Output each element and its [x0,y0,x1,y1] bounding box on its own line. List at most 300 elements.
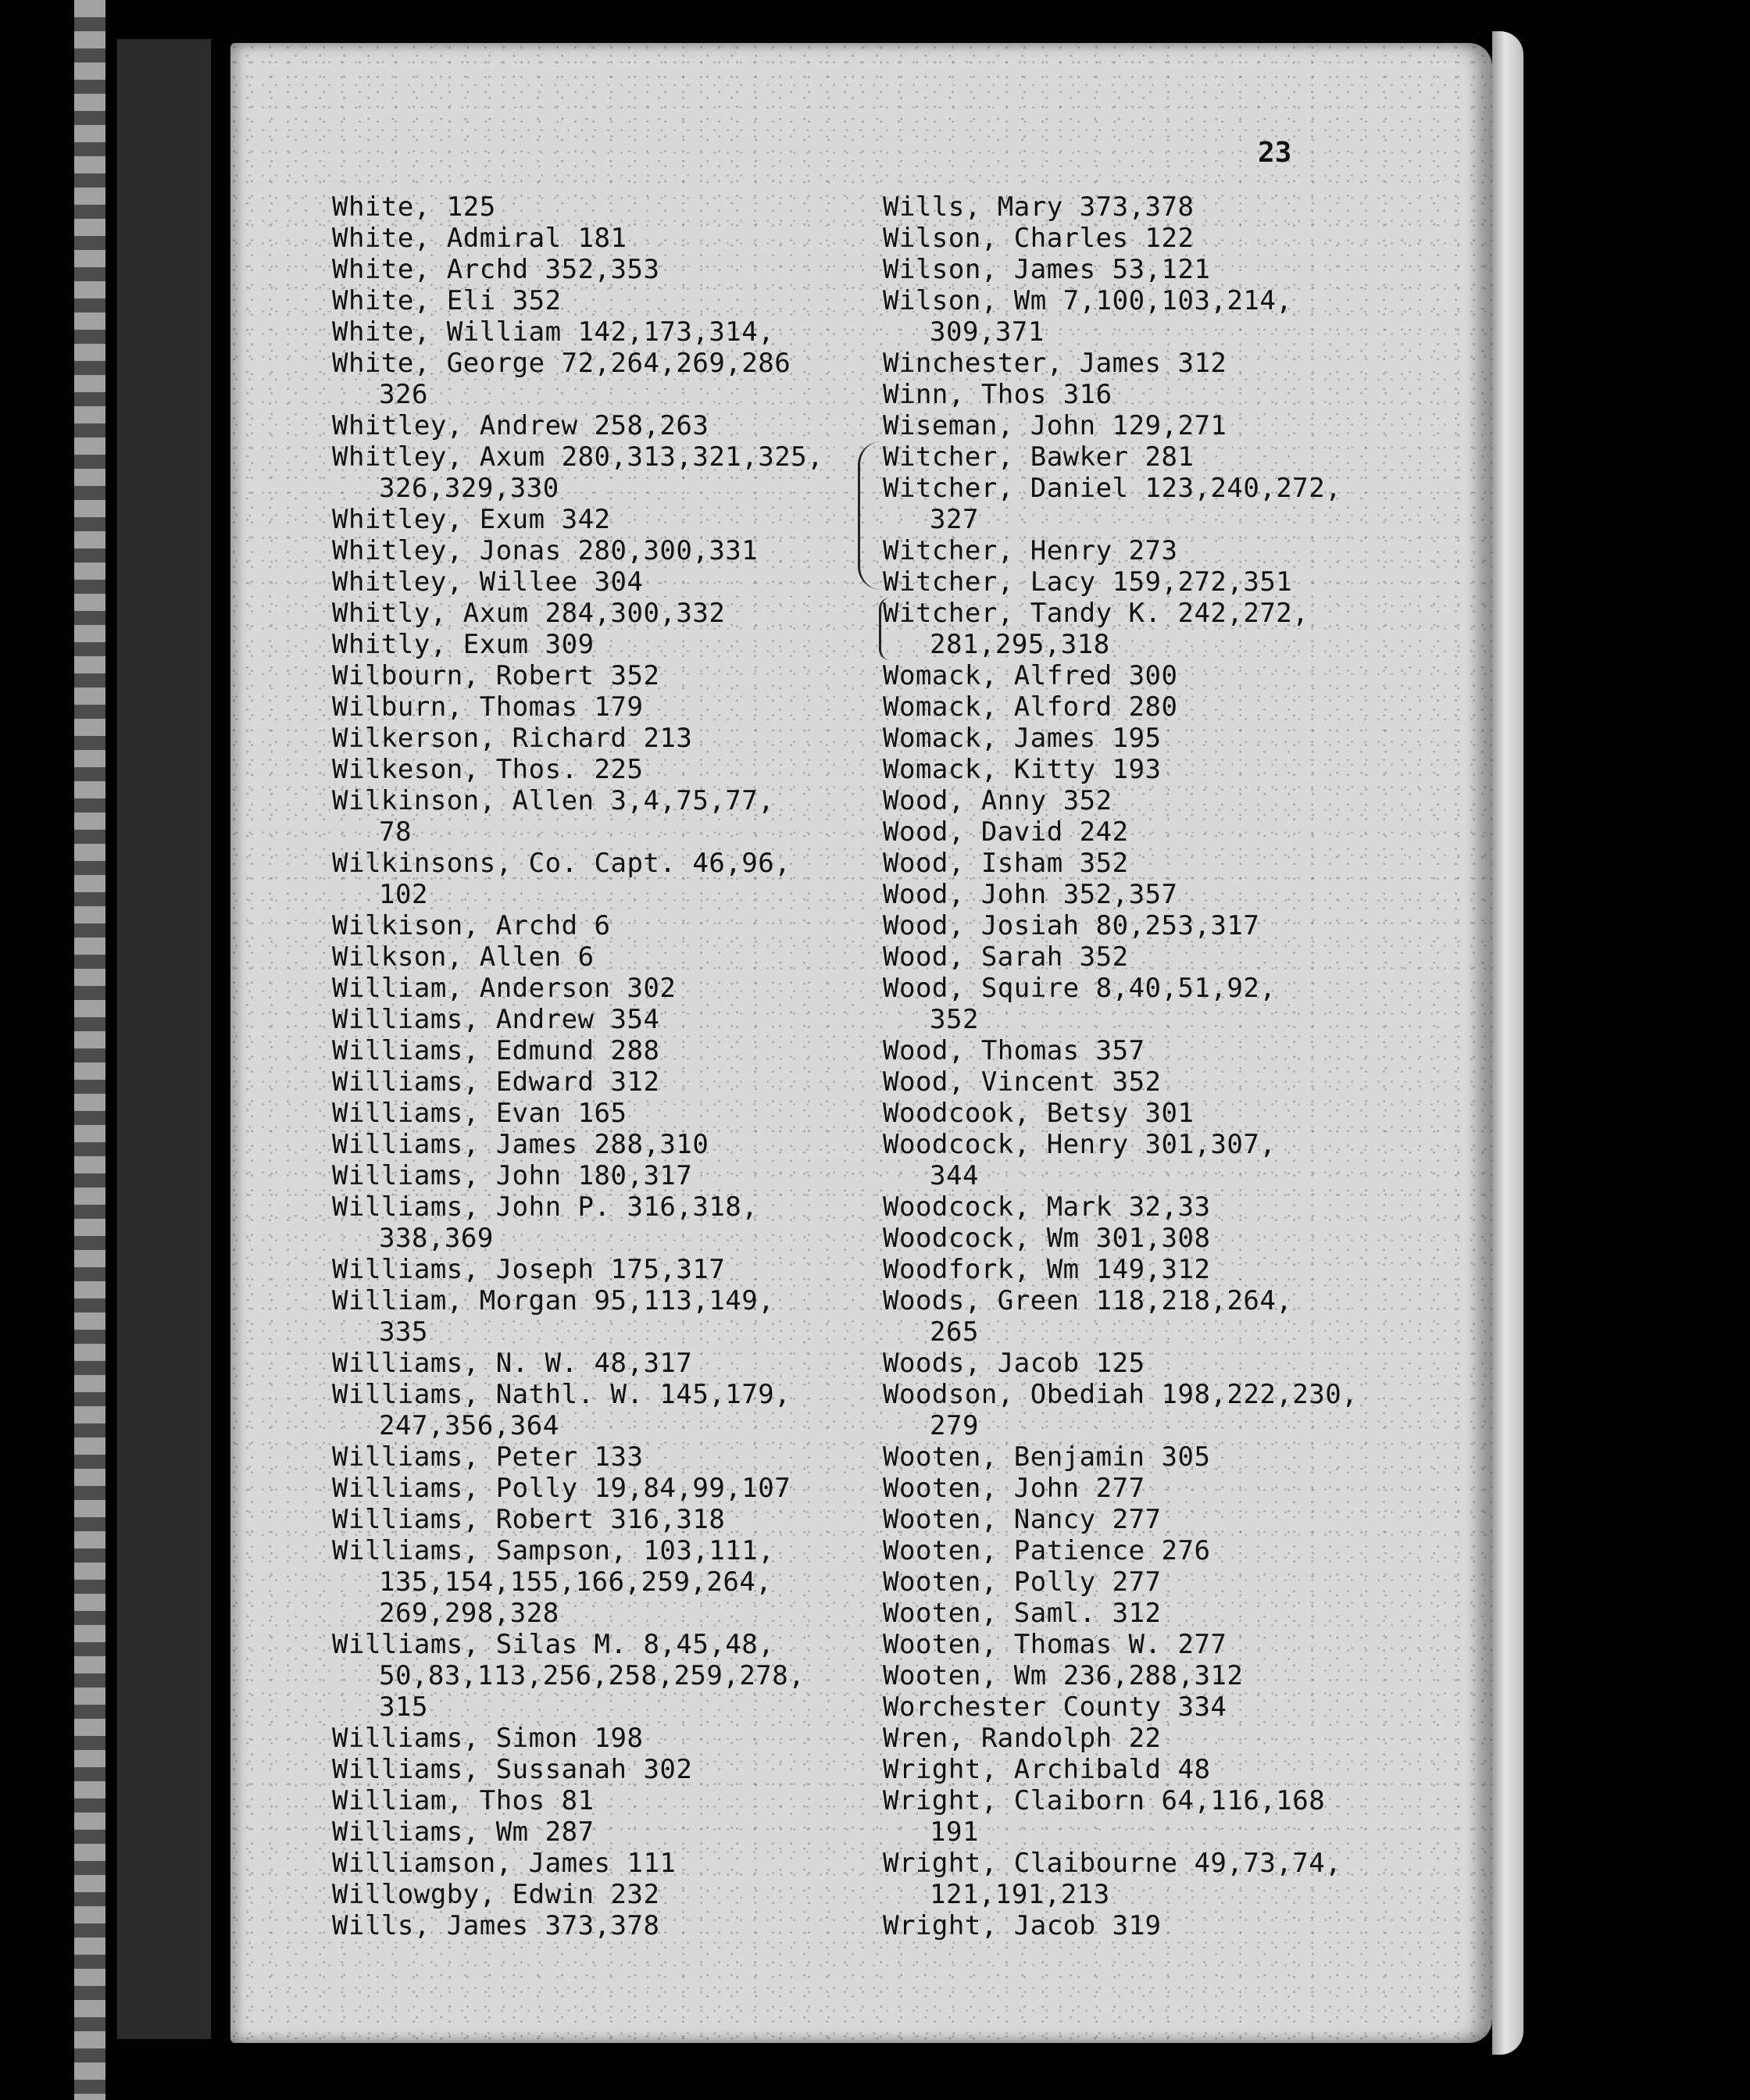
entry-name: Wood, Sarah [883,941,1063,973]
entry-page-refs: 288,310 [594,1129,709,1160]
entry-continuation: 326 [379,379,428,410]
index-entry [883,1098,1477,1129]
entry-page-refs: 300 [1128,660,1178,691]
entry-name: Winchester, James [883,348,1162,379]
entry-continuation: 265 [930,1316,979,1348]
entry-page-refs: 352 [1062,785,1112,816]
entry-name: Woodfork, Wm [883,1254,1080,1285]
index-entry [332,1848,879,1879]
entry-page-refs: 225 [594,754,644,785]
entry-name: Wilkson, Allen [332,941,562,973]
index-entry [883,348,1477,379]
entry-name: Williams, Silas M. [332,1629,627,1660]
entry-name: Wooten, Thomas W. [883,1629,1162,1660]
index-entry [883,1754,1477,1785]
entry-page-refs: 19,84,99,107 [594,1473,791,1504]
entry-name: White, Admiral [332,223,562,254]
entry-page-refs: 81 [561,1785,595,1816]
entry-name: Wills, Mary [883,191,1063,223]
index-entry [332,1473,879,1504]
entry-page-refs: 142,173,314, [577,316,775,348]
entry-page-refs: 373,378 [545,1910,660,1941]
index-entry [883,1691,1477,1723]
entry-page-refs: 213 [643,723,693,754]
entry-name: Womack, Alford [883,691,1112,723]
entry-continuation: 327 [930,504,979,535]
witcher-bracket-tail [879,598,892,660]
entry-name: Williams, Sampson, [332,1535,627,1566]
index-entry [332,441,879,504]
entry-name: Williams, Simon [332,1723,578,1754]
index-entry [332,223,879,254]
entry-name: Witcher, Lacy [883,566,1096,598]
entry-name: White, Eli [332,285,496,316]
book-spine-shadow [117,39,211,2039]
entry-name: Woods, Green [883,1285,1080,1316]
entry-page-refs: 193 [1112,754,1162,785]
entry-page-refs: 145,179, [659,1379,791,1410]
entry-name: Witcher, Henry [883,535,1112,566]
entry-page-refs: 373,378 [1079,191,1195,223]
entry-page-refs: 352,357 [1062,879,1178,910]
entry-page-refs: 125 [1095,1348,1145,1379]
entry-name: Whitly, Axum [332,598,529,629]
entry-name: Wood, Anny [883,785,1047,816]
entry-name: Wright, Claiborn [883,1785,1145,1816]
entry-name: Witcher, Bawker [883,441,1129,473]
index-entry [883,1223,1477,1254]
entry-continuation: 50,83,113,256,258,259,278, 315 [379,1660,805,1723]
entry-name: Wooten, Polly [883,1566,1096,1598]
entry-page-refs: 276 [1161,1535,1211,1566]
entry-page-refs: 258,263 [594,410,709,441]
entry-page-refs: 242,272, [1177,598,1309,629]
entry-name: Whitley, Axum [332,441,545,473]
entry-page-refs: 8,40,51,92, [1095,973,1277,1004]
index-entry [332,1160,879,1191]
entry-page-refs: 334 [1177,1691,1227,1723]
entry-page-refs: 129,271 [1112,410,1227,441]
entry-page-refs: 6 [577,941,595,973]
entry-name: Wilson, Wm [883,285,1047,316]
index-entry [332,504,879,535]
entry-name: Williams, Edward [332,1066,595,1098]
index-entry [332,754,879,785]
index-entry [332,1348,879,1379]
index-entry [332,285,879,316]
index-entry [332,1035,879,1066]
entry-continuation: 338,369 [379,1223,494,1254]
entry-page-refs: 111 [627,1848,677,1879]
entry-page-refs: 64,116,168 [1161,1785,1326,1816]
entry-page-refs: 352 [512,285,562,316]
index-entry [883,848,1477,879]
entry-page-refs: 149,312 [1095,1254,1211,1285]
entry-page-refs: 316,318 [610,1504,726,1535]
index-entry [332,191,879,223]
entry-page-refs: 125 [446,191,496,223]
entry-page-refs: 122 [1145,223,1195,254]
index-entry [883,535,1477,566]
entry-name: Willowgby, Edwin [332,1879,595,1910]
entry-name: Wilson, Charles [883,223,1129,254]
entry-page-refs: 305 [1161,1441,1211,1473]
index-entry [332,254,879,285]
entry-continuation: 352 [930,1004,979,1035]
index-entry [883,754,1477,785]
index-entry [332,1254,879,1285]
entry-name: Witcher, Tandy K. [883,598,1162,629]
entry-name: Wright, Archibald [883,1754,1162,1785]
entry-page-refs: 277 [1095,1473,1145,1504]
index-entry [332,1129,879,1160]
entry-name: Williams, Andrew [332,1004,595,1035]
entry-page-refs: 22 [1128,1723,1162,1754]
entry-page-refs: 273 [1128,535,1178,566]
entry-name: Woodson, Obediah [883,1379,1145,1410]
index-entry [883,941,1477,973]
entry-page-refs: 6 [594,910,611,941]
entry-name: Wills, James [332,1910,529,1941]
entry-name: Williams, Sussanah [332,1754,627,1785]
entry-name: Woodcook, Betsy [883,1098,1129,1129]
entry-name: Woodcock, Wm [883,1223,1080,1254]
entry-name: Wilbourn, Robert [332,660,595,691]
entry-continuation: 326,329,330 [379,473,559,504]
entry-name: Wooten, John [883,1473,1080,1504]
entry-page-refs: 175,317 [610,1254,726,1285]
entry-continuation: 344 [930,1160,979,1191]
entry-name: Womack, Kitty [883,754,1096,785]
index-entry [883,1723,1477,1754]
entry-page-refs: 284,300,332 [545,598,726,629]
entry-page-refs: 236,288,312 [1062,1660,1244,1691]
entry-page-refs: 48,317 [594,1348,693,1379]
entry-page-refs: 232 [610,1879,660,1910]
entry-page-refs: 179 [594,691,644,723]
entry-page-refs: 302 [627,973,677,1004]
entry-name: Williams, John [332,1160,562,1191]
entry-name: Wilkerson, Richard [332,723,627,754]
entry-name: Williams, Robert [332,1504,595,1535]
entry-name: Womack, James [883,723,1096,754]
index-entry [883,1191,1477,1223]
entry-page-refs: 352 [1079,848,1129,879]
book-binding [74,0,105,2100]
entry-name: Woods, Jacob [883,1348,1080,1379]
index-entry [883,410,1477,441]
entry-name: Wood, David [883,816,1063,848]
index-entry [332,566,879,598]
entry-continuation: 78 [379,816,412,848]
left-index-column [332,191,879,1941]
entry-page-refs: 319 [1112,1910,1162,1941]
entry-name: Whitley, Andrew [332,410,578,441]
index-entry [883,1348,1477,1379]
entry-name: Womack, Alfred [883,660,1112,691]
index-entry [883,1629,1477,1660]
entry-page-refs: 304 [594,566,644,598]
entry-page-refs: 280,313,321,325, [561,441,824,473]
index-entry [883,191,1477,223]
index-entry [883,1598,1477,1629]
entry-page-refs: 280 [1128,691,1178,723]
index-entry [883,973,1477,1035]
entry-name: Woodcock, Mark [883,1191,1112,1223]
index-entry [883,660,1477,691]
entry-name: William, Thos [332,1785,545,1816]
entry-name: William, Morgan [332,1285,578,1316]
index-entry [332,1441,879,1473]
entry-name: Wooten, Patience [883,1535,1145,1566]
entry-continuation: 281,295,318 [930,629,1110,660]
entry-name: Wood, Isham [883,848,1063,879]
entry-name: Wilkinsons, Co. Capt. [332,848,677,879]
entry-page-refs: 95,113,149, [594,1285,775,1316]
entry-name: Wiseman, John [883,410,1096,441]
index-entry [332,1285,879,1348]
entry-page-refs: 342 [561,504,611,535]
entry-page-refs: 195 [1112,723,1162,754]
entry-page-refs: 354 [610,1004,660,1035]
index-entry [883,879,1477,910]
index-entry [883,785,1477,816]
index-entry [332,973,879,1004]
entry-name: Williams, Joseph [332,1254,595,1285]
entry-page-refs: 302 [643,1754,693,1785]
index-entry [883,1660,1477,1691]
entry-page-refs: 32,33 [1128,1191,1211,1223]
entry-page-refs: 357 [1095,1035,1145,1066]
entry-page-refs: 277 [1112,1566,1162,1598]
entry-continuation: 135,154,155,166,259,264, 269,298,328 [379,1566,773,1629]
entry-name: Whitly, Exum [332,629,529,660]
entry-name: Wren, Randolph [883,1723,1112,1754]
entry-page-refs: 8,45,48, [643,1629,775,1660]
index-entry [883,285,1477,348]
entry-page-refs: 3,4,75,77, [610,785,775,816]
entry-page-refs: 280,300,331 [577,535,759,566]
entry-name: Williams, Evan [332,1098,562,1129]
entry-continuation: 279 [930,1410,979,1441]
entry-name: Williams, Wm [332,1816,529,1848]
index-entry [883,1285,1477,1348]
index-entry [332,1785,879,1816]
entry-page-refs: 316,318, [627,1191,759,1223]
index-entry [883,1379,1477,1441]
entry-page-refs: 165 [577,1098,627,1129]
index-entry [883,473,1477,535]
index-entry [883,566,1477,598]
index-entry [883,441,1477,473]
entry-page-refs: 80,253,317 [1095,910,1260,941]
index-entry [332,348,879,410]
index-entry [883,1910,1477,1941]
entry-name: Williams, Edmund [332,1035,595,1066]
entry-page-refs: 103,111, [643,1535,775,1566]
index-entry [883,1254,1477,1285]
entry-name: White, William [332,316,562,348]
index-entry [883,1035,1477,1066]
entry-page-refs: 281 [1145,441,1195,473]
entry-name: White, George [332,348,545,379]
entry-name: Wright, Claibourne [883,1848,1178,1879]
index-entry [332,910,879,941]
index-entry [332,1098,879,1129]
index-entry [332,1910,879,1941]
entry-page-refs: 316 [1062,379,1112,410]
entry-page-refs: 242 [1079,816,1129,848]
entry-name: Whitley, Willee [332,566,578,598]
entry-name: Wilburn, Thomas [332,691,578,723]
witcher-bracket [858,441,882,590]
entry-continuation: 247,356,364 [379,1410,559,1441]
entry-name: Woodcock, Henry [883,1129,1129,1160]
entry-continuation: 191 [930,1816,979,1848]
entry-name: Wood, Thomas [883,1035,1080,1066]
index-entry [883,1441,1477,1473]
right-index-column [883,191,1477,1941]
entry-name: Witcher, Daniel [883,473,1129,504]
index-entry [332,1379,879,1441]
entry-page-refs: 352 [1112,1066,1162,1098]
index-entry [332,629,879,660]
entry-page-refs: 46,96, [692,848,791,879]
index-entry [332,598,879,629]
entry-page-refs: 301,308 [1095,1223,1211,1254]
entry-page-refs: 352 [610,660,660,691]
index-entry [332,1191,879,1254]
entry-page-refs: 118,218,264, [1095,1285,1293,1316]
index-entry [332,1879,879,1910]
entry-page-refs: 159,272,351 [1112,566,1293,598]
index-entry [332,941,879,973]
index-entry [332,1754,879,1785]
index-entry [332,1004,879,1035]
entry-name: Williams, N. W. [332,1348,578,1379]
entry-page-refs: 49,73,74, [1194,1848,1342,1879]
index-entry [332,660,879,691]
entry-name: Wooten, Saml. [883,1598,1096,1629]
entry-continuation: 309,371 [930,316,1045,348]
entry-name: Williams, Peter [332,1441,578,1473]
index-entry [332,316,879,348]
index-entry [332,1535,879,1629]
index-entry [332,1504,879,1535]
entry-page-refs: 301 [1145,1098,1195,1129]
index-entry [883,379,1477,410]
entry-page-refs: 7,100,103,214, [1062,285,1293,316]
entry-page-refs: 123,240,272, [1145,473,1342,504]
index-entry [883,816,1477,848]
entry-continuation: 102 [379,879,428,910]
entry-name: William, Anderson [332,973,611,1004]
entry-name: Williams, James [332,1129,578,1160]
index-entry [332,1629,879,1723]
entry-continuation: 121,191,213 [930,1879,1110,1910]
index-entry [883,691,1477,723]
entry-name: Williams, John P. [332,1191,611,1223]
entry-name: Wood, Josiah [883,910,1080,941]
entry-name: Williams, Nathl. W. [332,1379,644,1410]
entry-name: Whitley, Jonas [332,535,562,566]
entry-page-refs: 133 [594,1441,644,1473]
entry-name: Wilkinson, Allen [332,785,595,816]
page-edge [1492,31,1523,2055]
entry-page-refs: 312 [610,1066,660,1098]
entry-page-refs: 198 [594,1723,644,1754]
entry-name: Williams, Polly [332,1473,578,1504]
index-entry [883,1504,1477,1535]
index-entry [883,1535,1477,1566]
index-entry [332,723,879,754]
entry-page-refs: 48 [1177,1754,1211,1785]
index-entry [883,1473,1477,1504]
entry-page-refs: 352 [1079,941,1129,973]
entry-page-refs: 312 [1112,1598,1162,1629]
index-entry [332,691,879,723]
entry-page-refs: 72,264,269,286 [561,348,791,379]
index-entry [883,598,1477,660]
entry-page-refs: 277 [1112,1504,1162,1535]
page-number: 23 [1258,137,1292,169]
entry-name: Winn, Thos [883,379,1047,410]
index-entry [883,1066,1477,1098]
entry-name: White, Archd [332,254,529,285]
entry-continuation: 335 [379,1316,428,1348]
index-entry [332,410,879,441]
entry-page-refs: 198,222,230, [1161,1379,1359,1410]
entry-name: Whitley, Exum [332,504,545,535]
entry-page-refs: 352,353 [545,254,660,285]
entry-name: Wilkison, Archd [332,910,578,941]
entry-name: Williamson, James [332,1848,611,1879]
entry-page-refs: 309 [545,629,595,660]
entry-name: Wooten, Nancy [883,1504,1096,1535]
entry-name: Worchester County [883,1691,1162,1723]
index-entry [883,254,1477,285]
index-entry [883,223,1477,254]
entry-page-refs: 180,317 [577,1160,693,1191]
index-entry [883,723,1477,754]
entry-name: Wood, Vincent [883,1066,1096,1098]
index-entry [883,1848,1477,1910]
index-entry [332,848,879,910]
entry-page-refs: 287 [545,1816,595,1848]
entry-name: Wooten, Wm [883,1660,1047,1691]
entry-page-refs: 288 [610,1035,660,1066]
index-entry [883,1566,1477,1598]
entry-name: Wood, Squire [883,973,1080,1004]
entry-page-refs: 301,307, [1145,1129,1277,1160]
entry-page-refs: 53,121 [1112,254,1211,285]
entry-name: Wooten, Benjamin [883,1441,1145,1473]
index-entry [883,1129,1477,1191]
entry-page-refs: 181 [577,223,627,254]
entry-page-refs: 312 [1177,348,1227,379]
entry-name: White, [332,191,430,223]
index-entry [332,1723,879,1754]
index-entry [332,785,879,848]
entry-name: Wood, John [883,879,1047,910]
index-entry [883,910,1477,941]
entry-name: Wilson, James [883,254,1096,285]
index-entry [332,535,879,566]
index-entry [332,1066,879,1098]
entry-name: Wright, Jacob [883,1910,1096,1941]
entry-name: Wilkeson, Thos. [332,754,578,785]
index-entry [332,1816,879,1848]
